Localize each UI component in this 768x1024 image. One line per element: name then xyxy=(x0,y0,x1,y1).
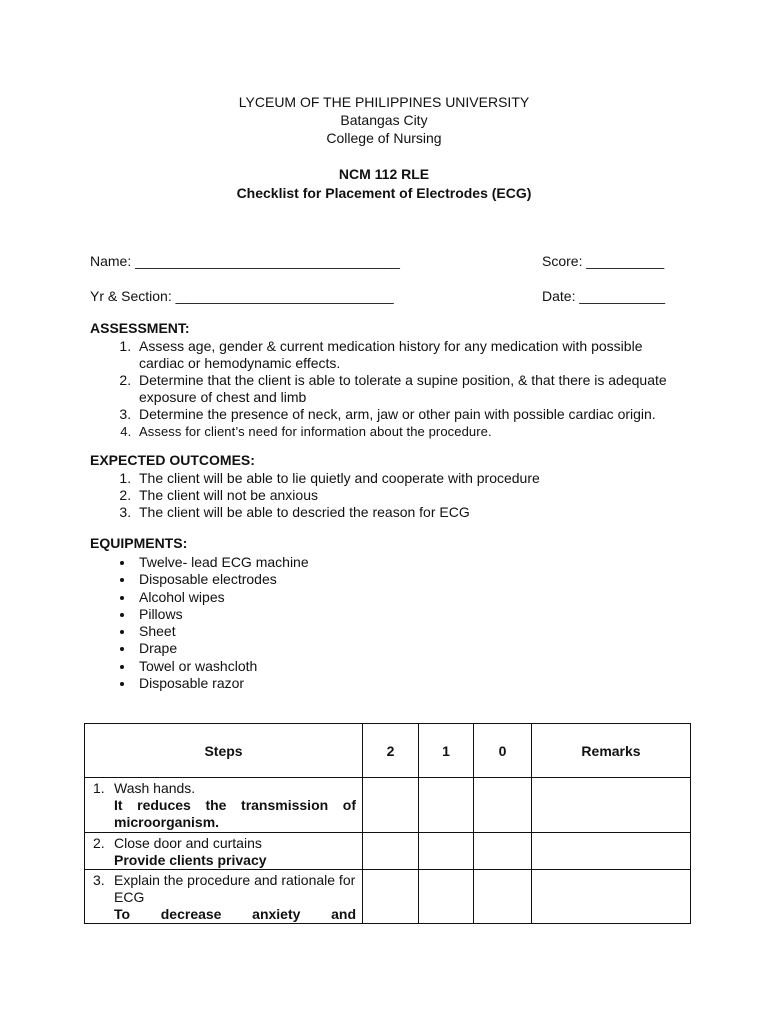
equipments-section xyxy=(90,535,690,692)
list-item: • Sheet xyxy=(135,623,690,640)
table-header-row xyxy=(85,724,691,778)
step-rationale-end: Provide clients privacy xyxy=(114,852,267,868)
score-1-cell[interactable] xyxy=(419,870,474,924)
list-item: 1. Assess age, gender & current medication history for any medication with possible cardiac or hemodynamic effects. xyxy=(135,338,690,372)
step-number: 2. xyxy=(93,835,105,851)
list-item: 2. Determine that the client is able to tolerate a supine position, & that there is adequate exposure of chest and limb xyxy=(135,372,690,406)
assessment-title: ASSESSMENT: xyxy=(90,320,190,336)
list-item: • Alcohol wipes xyxy=(135,589,690,606)
list-item: • Twelve- lead ECG machine xyxy=(135,554,690,571)
checklist-title: Checklist for Placement of Electrodes (ECG) xyxy=(236,185,532,201)
outcomes-title: EXPECTED OUTCOMES: xyxy=(90,452,255,468)
score-0-cell[interactable] xyxy=(474,833,532,870)
column-header-1: 1 xyxy=(419,724,474,778)
list-item: 1. The client will be able to lie quietly and cooperate with procedure xyxy=(135,470,690,487)
assessment-list xyxy=(90,338,690,440)
list-item: 3. The client will be able to descried the reason for ECG xyxy=(135,504,690,521)
score-2-cell[interactable] xyxy=(363,870,419,924)
score-1-cell[interactable] xyxy=(419,833,474,870)
remarks-cell[interactable] xyxy=(532,833,691,870)
score-0-cell[interactable] xyxy=(474,778,532,833)
column-header-remarks: Remarks xyxy=(532,724,691,778)
college-name: College of Nursing xyxy=(326,130,442,146)
list-item: • Pillows xyxy=(135,606,690,623)
university-name: LYCEUM OF THE PHILIPPINES UNIVERSITY xyxy=(238,94,530,110)
list-item: • Towel or washcloth xyxy=(135,658,690,675)
step-text: Close door and curtains xyxy=(114,835,262,851)
remarks-cell[interactable] xyxy=(532,870,691,924)
equipments-list xyxy=(90,554,690,692)
step-text: Wash hands. xyxy=(114,780,196,796)
step-rationale-end: microorganism. xyxy=(114,814,220,830)
step-cell xyxy=(85,870,363,924)
name-field: Name: __________________________________ xyxy=(90,253,400,269)
column-header-2: 2 xyxy=(363,724,419,778)
list-item: • Disposable razor xyxy=(135,675,690,692)
document-header xyxy=(0,93,768,147)
course-heading xyxy=(0,165,768,203)
step-rationale: To decrease anxiety and xyxy=(114,906,356,922)
table-row xyxy=(85,778,691,833)
equipments-title: EQUIPMENTS: xyxy=(90,535,188,551)
step-number: 3. xyxy=(93,872,105,888)
list-item: • Drape xyxy=(135,640,690,657)
step-rationale: It reduces the transmission of xyxy=(114,797,356,813)
list-item: • Disposable electrodes xyxy=(135,571,690,588)
step-text: Explain the procedure and rationale for ECG xyxy=(114,872,356,905)
score-2-cell[interactable] xyxy=(363,833,419,870)
score-0-cell[interactable] xyxy=(474,870,532,924)
table-row xyxy=(85,833,691,870)
assessment-section xyxy=(90,320,690,440)
list-item: 2. The client will not be anxious xyxy=(135,487,690,504)
list-item: 4. Assess for client’s need for information about the procedure. xyxy=(135,423,690,440)
city-name: Batangas City xyxy=(340,112,428,128)
list-item: 3. Determine the presence of neck, arm, jaw or other pain with possible cardiac origin. xyxy=(135,406,690,423)
column-header-steps: Steps xyxy=(85,724,363,778)
score-1-cell[interactable] xyxy=(419,778,474,833)
remarks-cell[interactable] xyxy=(532,778,691,833)
step-cell xyxy=(85,833,363,870)
date-field: Date: ___________ xyxy=(542,288,665,304)
outcomes-section xyxy=(90,452,690,521)
step-cell xyxy=(85,778,363,833)
table-row xyxy=(85,870,691,924)
steps-table xyxy=(84,723,691,924)
course-code: NCM 112 RLE xyxy=(338,166,430,182)
section-field: Yr & Section: ____________________________ xyxy=(90,288,394,304)
step-number: 1. xyxy=(93,780,105,796)
column-header-0: 0 xyxy=(474,724,532,778)
score-field: Score: __________ xyxy=(542,253,665,269)
score-2-cell[interactable] xyxy=(363,778,419,833)
outcomes-list xyxy=(90,470,690,521)
